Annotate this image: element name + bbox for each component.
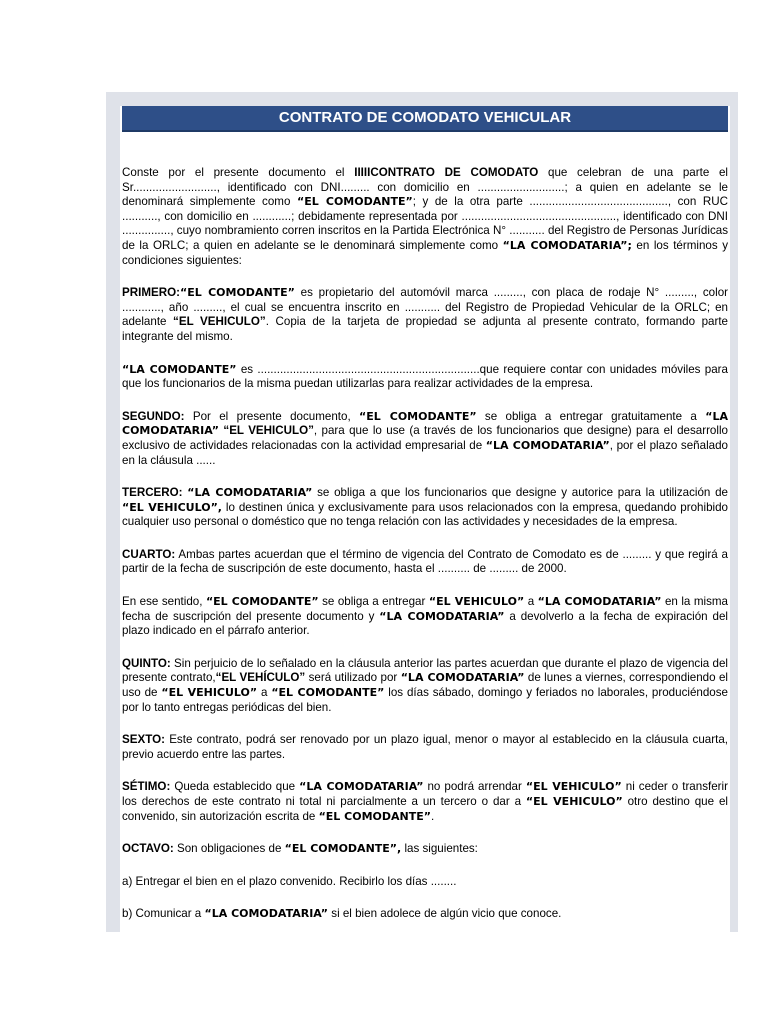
party-term: “EL VEHICULO”: [525, 795, 623, 808]
contract-paragraph: [122, 363, 728, 392]
paragraph-text: En ese sentido,: [122, 595, 206, 609]
paragraph-text: ; y de la otra parte ..........................................., con RUC ..........., con domicilio en ............; debidamente representada por ................................................, identificado con DNI ..............., cuyo nombramiento corren inscritos en la Partida Electrónica N° ........... del Registro de Personas Jurídicas de la ORLC; a quien en adelante se le denominará simplemente como: [122, 195, 728, 252]
party-term: “LA COMODATARIA”: [299, 780, 424, 794]
party-term: “LA COMODATARIA”: [485, 438, 610, 452]
clause-heading: PRIMERO:: [122, 286, 180, 300]
clause-heading: “EL VEHICULO”: [223, 424, 314, 438]
clause-heading: TERCERO:: [122, 486, 183, 500]
paragraph-text: otro destino que el convenido, sin autorización escrita de: [122, 795, 728, 823]
clause-heading: QUINTO:: [122, 656, 171, 670]
paragraph-text: en los términos y condiciones siguientes:: [122, 238, 729, 267]
paragraph-text: que celebran de una parte el Sr.........................., identificado con DNI......... con domicilio en ...........................; a quien en adelante se le denominará simplemente como: [122, 166, 728, 209]
clause-heading: IIIIICONTRATO DE COMODATO: [354, 166, 539, 179]
party-term: “EL VEHICULO”,: [122, 500, 222, 514]
contract-paragraph: [122, 595, 728, 639]
party-term: “EL VEHICULO”: [161, 686, 258, 700]
party-term: “LA COMODATARIA”: [122, 409, 728, 438]
party-term: “EL VEHICULO”: [525, 780, 622, 794]
paragraph-text: a: [524, 595, 538, 609]
party-term: “LA COMODATARIA”: [379, 609, 505, 623]
contract-paragraph: [122, 410, 728, 468]
clause-heading: SÉTIMO:: [122, 780, 171, 794]
party-term: “LA COMODATARIA”;: [502, 238, 632, 252]
party-term: “EL COMODANTE”: [359, 409, 477, 423]
paragraph-text: a devolverlo a la fecha de expiración del plazo indicado en el párrafo anterior.: [122, 609, 728, 638]
party-term: “LA COMODATARIA”: [400, 671, 525, 685]
party-term: “EL COMODANTE”: [318, 809, 431, 823]
party-term: “EL COMODANTE”: [271, 686, 385, 700]
paragraph-text: no podrá arrendar: [423, 780, 526, 794]
party-term: “EL COMODANTE”: [296, 195, 413, 209]
contract-paragraph: [122, 286, 728, 344]
party-term: “EL COMODANTE”,: [284, 842, 402, 856]
paragraph-text: ni ceder o transferir los derechos de este contrato ni total ni parcialmente a un tercero o dar a: [122, 780, 728, 808]
paragraph-text: . Copia de la tarjeta de propiedad se adjunta al presente contrato, formando parte integrante del mismo.: [122, 315, 729, 343]
party-term: “LA COMODATARIA”: [537, 595, 662, 609]
paragraph-text: las siguientes:: [401, 842, 478, 856]
contract-paragraph: [122, 486, 728, 530]
clause-heading: “EL VEHÍCULO”: [215, 671, 306, 685]
paragraph-text: Este contrato, podrá ser renovado por un plazo igual, menor o mayor al establecido en la cláusula cuarta, previo acuerdo entre las partes.: [122, 733, 728, 761]
paragraph-text: Queda establecido que: [170, 780, 300, 794]
paragraph-text: se obliga a que los funcionarios que designe y autorice para la utilización de: [312, 486, 728, 500]
document-body: [122, 166, 728, 940]
paragraph-text: , por el plazo señalado en la cláusula ......: [122, 438, 728, 467]
contract-paragraph: [122, 166, 728, 268]
paragraph-text: a) Entregar el bien en el plazo convenido. Recibirlo los días ........: [122, 874, 457, 888]
contract-paragraph: [122, 875, 728, 890]
paragraph-text: en la misma fecha de suscripción del presente documento y: [122, 595, 728, 623]
clause-heading: OCTAVO:: [122, 842, 174, 856]
paragraph-text: b) Comunicar a: [122, 907, 205, 921]
paragraph-text: será utilizado por: [305, 671, 401, 685]
paragraph-text: lo destinen única y exclusivamente para usos relacionados con la empresa, quedando prohibido cualquier uso personal o doméstico que no tenga relación con las actividades y necesidades de la empresa.: [122, 500, 728, 529]
party-term: “LA COMODATARIA”: [204, 907, 329, 921]
paragraph-text: Ambas partes acuerdan que el término de vigencia del Contrato de Comodato es de ......... y que regirá a partir de la fecha de suscripción de este documento, hasta el .......... de ......... de 2000.: [122, 547, 728, 576]
paragraph-text: Son obligaciones de: [173, 842, 285, 856]
party-term: “LA COMODATARIA”: [187, 486, 313, 500]
paragraph-text: si el bien adolece de algún vicio que conoce.: [328, 907, 562, 921]
paragraph-text: Por el presente documento,: [184, 409, 360, 423]
contract-paragraph: [122, 842, 728, 857]
party-term: “EL VEHICULO”: [428, 595, 525, 609]
contract-paragraph: [122, 548, 728, 577]
paragraph-text: es propietario del automóvil marca ........., con placa de rodaje N° ........., color ............, año ........., el cual se encuentra inscrito en ........... del Registro de Propiedad Vehicular de la ORLC; en adelante: [122, 286, 729, 329]
party-term: “EL COMODANTE”: [179, 286, 295, 300]
party-term: “LA COMODANTE”: [122, 362, 237, 376]
paragraph-text: se obliga a entregar gratuitamente a: [476, 409, 706, 423]
paragraph-text: es .....................................................................que requiere contar con unidades móviles para que los funcionarios de la misma puedan utilizarlas para realizar actividades de la empresa.: [122, 362, 728, 391]
contract-paragraph: [122, 907, 728, 922]
clause-heading: SEXTO:: [122, 733, 165, 747]
document-title: CONTRATO DE COMODATO VEHICULAR: [122, 106, 728, 132]
party-term: “EL COMODANTE”: [205, 595, 319, 609]
paragraph-text: se obliga a entregar: [318, 595, 429, 609]
clause-heading: “EL VEHICULO”: [173, 315, 266, 329]
contract-paragraph: [122, 780, 728, 824]
paragraph-text: a: [257, 686, 272, 700]
paragraph-text: de lunes a viernes, correspondiendo el uso de: [122, 671, 728, 700]
contract-paragraph: [122, 657, 728, 715]
paragraph-text: Conste por el presente documento el: [122, 166, 355, 179]
paragraph-text: .: [430, 809, 435, 823]
contract-paragraph: [122, 733, 728, 762]
clause-heading: SEGUNDO:: [122, 409, 185, 423]
paragraph-text: los días sábado, domingo y feriados no laborales, produciéndose por lo tanto entregas periódicas del bien.: [122, 686, 728, 714]
paragraph-text: Sin perjuicio de lo señalado en la cláusula anterior las partes acuerdan que durante el plazo de vigencia del presente contrato,: [122, 656, 728, 685]
paragraph-text: , para que lo use (a través de los funcionarios que designe) para el desarrollo exclusivo de actividades relacionadas con la actividad empresarial de: [122, 424, 728, 452]
clause-heading: CUARTO:: [122, 547, 176, 561]
